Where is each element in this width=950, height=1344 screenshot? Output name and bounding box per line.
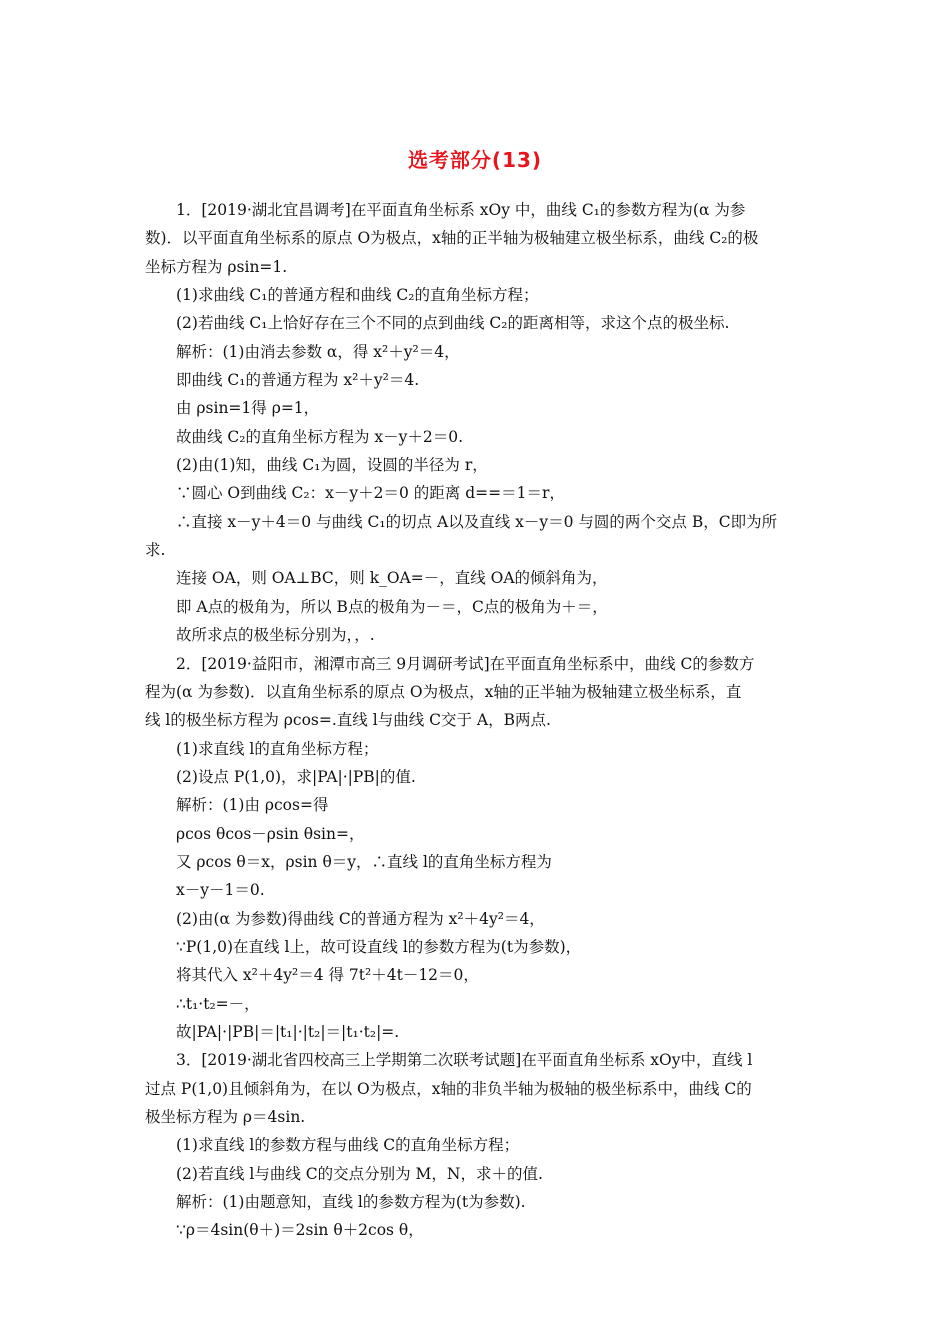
text-line: 2．[2019·益阳市，湘潭市高三 9月调研考试]在平面直角坐标系中，曲线 C的参数方 <box>176 654 755 673</box>
text-line: (2)若曲线 C₁上恰好存在三个不同的点到曲线 C₂的距离相等，求这个点的极坐标. <box>176 314 730 333</box>
text-line: 即 A点的极角为，所以 B点的极角为－＝，C点的极角为＋＝， <box>176 597 608 616</box>
text-line: ∵P(1,0)在直线 l上，故可设直线 l的参数方程为(t为参数)， <box>176 937 582 956</box>
text-line: ∵ρ＝4sin(θ＋)＝2sin θ＋2cos θ， <box>176 1221 424 1240</box>
text-line: (1)求曲线 C₁的普通方程和曲线 C₂的直角坐标方程； <box>176 286 539 305</box>
text-line: 连接 OA，则 OA⊥BC，则 k_OA=－，直线 OA的倾斜角为， <box>176 569 608 588</box>
text-line: 故曲线 C₂的直角坐标方程为 x－y＋2＝0. <box>176 427 464 446</box>
text-line: 3．[2019·湖北省四校高三上学期第二次联考试题]在平面直角坐标系 xOy中，直线 l <box>176 1051 753 1070</box>
text-line: 解析：(1)由题意知，直线 l的参数方程为(t为参数). <box>176 1193 526 1212</box>
text-line: ∵圆心 O到曲线 C₂：x－y＋2＝0 的距离 d==＝1＝r， <box>176 484 565 503</box>
text-line: 故|PA|·|PB|＝|t₁|·|t₂|＝|t₁·t₂|=. <box>176 1022 400 1041</box>
text-line: 即曲线 C₁的普通方程为 x²＋y²＝4. <box>176 371 420 390</box>
text-line: ∴t₁·t₂=－， <box>176 994 260 1013</box>
page-title: 选考部分(13) <box>407 148 543 172</box>
text-line: x－y－1＝0. <box>176 881 265 900</box>
text-line: ∴直接 x－y＋4＝0 与曲线 C₁的切点 A以及直线 x－y＝0 与圆的两个交点 B，C即为所 <box>176 512 778 531</box>
text-line: 解析：(1)由消去参数 α，得 x²＋y²＝4， <box>176 342 460 361</box>
text-line: 解析：(1)由 ρcos=得 <box>176 796 329 815</box>
text-line: 故所求点的极坐标分别为，，. <box>176 626 375 645</box>
text-line: ρcos θcos－ρsin θsin=， <box>176 824 365 843</box>
text-line: 过点 P(1,0)且倾斜角为，在以 O为极点，x轴的非负半轴为极轴的极坐标系中，曲线 C的 <box>145 1079 752 1098</box>
text-line: (1)求直线 l的直角坐标方程； <box>176 739 379 758</box>
text-line: 程为(α 为参数)．以直角坐标系的原点 O为极点，x轴的正半轴为极轴建立极坐标系，直 <box>145 682 742 701</box>
text-line: 坐标方程为 ρsin=1. <box>145 257 288 276</box>
text-line: 将其代入 x²＋4y²＝4 得 7t²＋4t－12＝0， <box>176 966 479 985</box>
text-line: 由 ρsin=1得 ρ=1， <box>176 399 320 418</box>
text-line: (2)设点 P(1,0)，求|PA|·|PB|的值. <box>176 767 416 786</box>
document-body <box>145 196 809 1245</box>
text-line: 线 l的极坐标方程为 ρcos=.直线 l与曲线 C交于 A，B两点. <box>145 711 551 730</box>
text-line: (2)若直线 l与曲线 C的交点分别为 M，N，求＋的值. <box>176 1164 543 1183</box>
text-line: 求. <box>145 541 166 560</box>
text-line: 数)．以平面直角坐标系的原点 O为极点，x轴的正半轴为极轴建立极坐标系，曲线 C₂的极 <box>145 229 759 248</box>
text-line: (1)求直线 l的参数方程与曲线 C的直角坐标方程； <box>176 1136 520 1155</box>
text-line: (2)由(1)知，曲线 C₁为圆，设圆的半径为 r， <box>176 456 488 475</box>
text-line: 1．[2019·湖北宜昌调考]在平面直角坐标系 xOy 中，曲线 C₁的参数方程为(α 为参 <box>176 201 746 219</box>
text-line: 极坐标方程为 ρ＝4sin. <box>145 1108 306 1126</box>
text-line: 又 ρcos θ＝x，ρsin θ＝y，∴直线 l的直角坐标方程为 <box>176 852 552 871</box>
text-line: (2)由(α 为参数)得曲线 C的普通方程为 x²＋4y²＝4， <box>176 909 545 928</box>
